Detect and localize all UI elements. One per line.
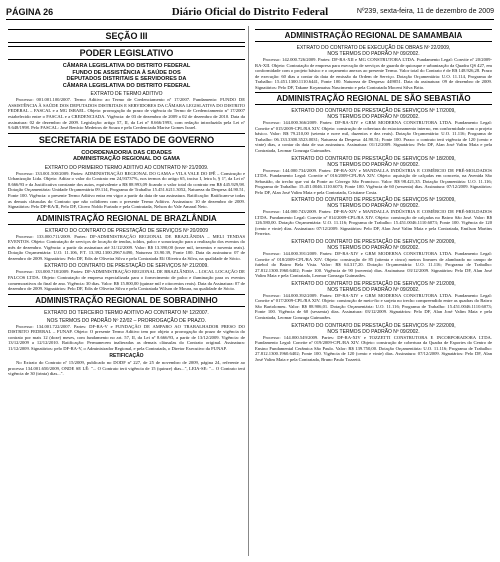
section-title: SEÇÃO III — [8, 29, 245, 43]
seb1-text: Processo: 144.000.366/2009. Partes: DF-RA-XIV e GRM MODERNA CONSTRUTORA LTDA. Fundamento Legal: Convite nº 015/2009-CPL/RA XIV. Objeto: construção de cobertura do estacionamento interno, em conformidade com o projeto básico. Valor: R$ 79.210,00 (setenta e nove mil, duzentos e dez reais). Dotação Orçamentária: U.O. 11.116; Programa de Trabalho: 06.133.3300.3523.0031; Natureza da Despesa: 44.90.51; Fonte 100. Prazo: o contrato terá vigência de 120 (cento e vinte) dias, a contar da data de sua assinatura. Assinatura: 01/12/2009. Signatários: Pelo DF, Alan José Valim Maia e pela Contratada, Leomar Gonzaga Guimarães. — [255, 120, 492, 154]
retification-label: RETIFICAÇÃO — [109, 353, 144, 360]
sob-title-2: NOS TERMOS DO PADRÃO Nº 22/02 – PRORROGAÇÃO DE PRAZO. — [46, 317, 207, 324]
braz2-text: Processo: 133.000.718/2009. Partes: DF-ADMINISTRAÇÃO REGIONAL DE BRAZLÂNDIA – LOCAL LOCAÇÃO DE PALCOS LTDA. Objeto: Contratação de empresa especializada para o fornecimento de palco e iluminação para os eventos comemorativos do final de ano. Vigência: 30 dias. Valor: R$ 15.800,00 (quinze mil e oitocentos reais). Data da Assinatura: 07 de dezembro de 2009. Signatários: Pelo DF, Edis de Oliveira Silva e pela Contratada Wilson de Moura, na qualidade de Sócio. — [8, 269, 245, 292]
secretariat-title: SECRETARIA DE ESTADO DE GOVERNO — [8, 133, 245, 147]
camara-subtitle: CÂMARA LEGISLATIVA DO DISTRITO FEDERAL FUNDO DE ASSISTÊNCIA À SAÚDE DOS DEPUTADOS DISTRITAIS E SERVIDORES DA CÂMARA LEGISLATIVA DO DISTRITO FEDERAL — [62, 63, 191, 89]
gama-subtitle: COORDENADORIA DAS CIDADES ADMINISTRAÇÃO REGIONAL DO GAMA — [72, 149, 181, 163]
seb3-text: Processo: 144.000.743/2009. Partes: DF-RA-XIV e MANDALLA INDÚSTRIA E COMÉRCIO DE PRÉ-MOLDADOS LTDA. Fundamento Legal: Convite nº 014/2009-CPL/RA XIV. Objeto: construção de calçadas no Bairro São José. Valor: R$ 126.580,00. Dotação Orçamentária: U.O. 11.116; Programa de Trabalho: 15.451.0046.1110.6073; Fonte 100. Vigência de 120 (cento e vinte) dias. Assinatura: 07/12/2009. Signatários: Pelo DF, Alan José Valim Maia e pela Contratada, Emilson Martins Ferreira. — [255, 209, 492, 237]
journal-title: Diário Oficial do Distrito Federal — [171, 6, 329, 18]
left-column — [8, 27, 245, 557]
seb6-title: EXTRATO DO CONTRATO DE PRESTAÇÃO DE SERVIÇOS Nº 22/2009, NOS TERMOS DO PADRÃO Nº 09/2002. — [291, 322, 456, 335]
seb2-text: Processo: 144.000.734/2009. Partes: DF-RA-XIV e MANDALLA INDÚSTRIA E COMÉRCIO DE PRÉ-MOLDADOS LTDA. Fundamento Legal: Convite nº 016/2009-CPL/RA XIV. Objeto: aquisição de calçadas em concreto, na Avenida São Sebastião, do trecho que vai da Ponte ao Córrego São Francisco. Valor: R$ 98.421,35. Dotação Orçamentária: U.O. 11.116; Programa de Trabalho: 15.451.0046.1110.6073; Fonte 100. Vigência de 60 (sessenta) dias. Assinatura: 07/12/2009. Signatários: Pelo DF, Alan José Valim Maia e pela Contratada, Cristiane Costa. — [255, 167, 492, 195]
right-column — [255, 27, 492, 557]
braz1-text: Processo: 133.000.711/2009. Partes: DF-ADMINISTRAÇÃO REGIONAL DE BRAZLÂNDIA – MELI TENDAS EVENTOS. Objeto: Contratação de serviços de locação de tendas, toldos, palco e sonorização para a realização dos eventos do mês de dezembro. Vigência: a partir da assinatura até 31/12/2009. Valor: R$ 13.390,00 (treze mil, trezentos e noventa reais). Dotação Orçamentária: U.O. 11.106, P.T. 13.392.1300.2967.6490, Natureza 33.90.39, Fonte 100. Data da assinatura: 07 de dezembro de 2009. Signatários: Pelo DF, Edis de Oliveira Silva e pela Contratada Elí Oliveira da Silva, na qualidade de Sócio. — [8, 233, 245, 261]
power-title: PODER LEGISLATIVO — [8, 46, 245, 60]
braz1-title: EXTRATO DO CONTRATO DE PRESTAÇÃO DE SERVIÇOS Nº 20/2009 — [45, 227, 208, 234]
extract-text: Processo: 001.001.100/2007. Termo Aditivo ao Termo de Credenciamento nº 17/2007. Fundamento: FUNDO DE ASSISTÊNCIA À SAÚDE DOS DEPUTADOS DISTRITAIS E SERVIDORES DA CÂMARA LEGISLATIVA DO DISTRITO FEDERAL – FASCAL e a MG ISRAEL. Objeto: prorrogação do prazo de vigência do Termo de Credenciamento nº 17/2007 estabelecido entre o FASCAL e a CREDENCIADA. Vigência: de 03 de dezembro de 2009 a 02 de dezembro de 2010. Data da assinatura: 02 de dezembro de 2009. Legislação: artigo 57, II, da Lei nº 8.666/1993, com redação introduzida pela Lei nº 9.648/1998. Pelo FASCAL: José Benício Medeiros de Souza e pela Credenciada Marise Gomes Israel. — [8, 97, 245, 131]
sebastiao-title: ADMINISTRAÇÃO REGIONAL DE SÃO SEBASTIÃO — [255, 92, 492, 105]
seb3-title: EXTRATO DO CONTRATO DE PRESTAÇÃO DE SERVIÇOS Nº 19/2009, NOS TERMOS DO PADRÃO Nº 09/2002. — [291, 197, 456, 210]
page-number: PÁGINA 26 — [6, 7, 54, 17]
samambaia-title: ADMINISTRAÇÃO REGIONAL DE SAMAMBAIA — [255, 29, 492, 42]
braz2-title: EXTRATO DO CONTRATO DE PRESTAÇÃO DE SERVIÇOS Nº 21/2009. — [44, 263, 209, 270]
seb5-text: Processo: 144.000.392/2009. Partes: DF-RA-XIV e GRM MODERNA CONSTRUTORA LTDA. Fundamento Legal: Convite nº 017/2009-CPL/RA XIV. Objeto: construção de meio-fio e sarjeta no trecho compreendido entre as quadras do Bairro São Bartolomeu. Valor: R$ 88.906,01. Dotação Orçamentária: U.O. 11.116; Programa de Trabalho: 15.451.0046.1110.6073; Fonte 100. Vigência de 60 (sessenta) dias. Assinatura: 03/12/2009. Signatários: Pelo DF, Alan José Valim Maia e pela Contratada, Leomar Gonzaga Guimarães. — [255, 292, 492, 320]
seb1-title: EXTRATO DO CONTRATO DE PRESTAÇÃO DE SERVIÇOS Nº 17/2009, NOS TERMOS DO PADRÃO Nº 09/2002. — [291, 108, 456, 121]
retification-text: No Extrato do Contrato nº 15/2009, publicado no DODF nº 227, de 25 de novembro de 2009, página 24, referente ao processo 134.001.650/2009, ONDE SE LÊ: "... O Contrato terá vigência de 15 (quinze) dias...", LEIA-SE: "... O Contrato terá vigência de 30 (trinta) dias...". — [8, 360, 245, 377]
sob-title: EXTRATO DO TERCEIRO TERMO ADITIVO AO CONTRATO Nº 12/2007. — [44, 309, 209, 316]
page-header — [6, 6, 494, 20]
sobradinho-title: ADMINISTRAÇÃO REGIONAL DE SOBRADINHO — [8, 294, 245, 307]
gama-extract-title: EXTRATO DO PRIMEIRO TERMO ADITIVO AO CONTRATO Nº 21/2009. — [44, 164, 209, 171]
extract-title: EXTRATO DE TERMO ADITIVO — [90, 91, 163, 98]
sam-title: EXTRATO DO CONTRATO DE EXECUÇÃO DE OBRAS Nº 22/2009, NOS TERMOS DO PADRÃO Nº 09/2002. — [296, 45, 451, 57]
seb6-text: Processo: 144.000.549/2009. Partes: DF-RA-XIV e TOZZETTI CONSTRUTORA E INCORPORADORA LTDA. Fundamento Legal: Convite nº 019/2009-CPL/RA XIV. Objeto: construção de cobertura da Quadra de Esportes do Centro de Ensino Fundamental Cerâmica São Paulo. Valor: R$ 139.750,00. Dotação Orçamentária: U.O. 11.116; Programa de Trabalho: 27.812.1300.1960.6402; Fonte 100. Vigência de 120 (cento e vinte) dias. Assinatura: 07/12/2009. Signatários: Pelo DF, Alan José Valim Maia e pela Contratada, Bruno Paulo Tozzetti. — [255, 334, 492, 362]
issue-info: Nº239, sexta-feira, 11 de dezembro de 2009 — [356, 8, 494, 15]
gama-extract-text: Processo: 133.001.500/2009. Partes: ADMINISTRAÇÃO REGIONAL DO GAMA e VILA VALE DO IPÊ – Construção e Urbanização Ltda. Objeto: Aditar o valor do Contrato em 24,93737%, nos termos do artigo 65, inciso I, letra b, § 1º, da Lei nº 8.666/93 e da Justificativa constante dos autos, equivalente a R$ 88.993,09 ficando o valor total do contrato em R$ 445.929,98. Dotação Orçamentária: Unidade Orçamentária 09.114, Programa de Trabalho 15.451.6211.3052, Natureza da Despesa 44.90.51, Fonte 100. Vigência: o presente Termo Aditivo entra em vigor a partir da data de sua assinatura. Ratificação: Ratificam-se todas as demais cláusulas do Contrato que não colidirem com o presente Termo Aditivo. Assinatura: 10 de dezembro de 2009. Signatários: Pelo DF-RA/II, Pelo DF, Cícero Noldo Furtado e pela Contratada, Nelson do Vale Amaral Neto. — [8, 170, 245, 210]
seb4-text: Processo: 144.000.391/2009. Partes: DF-RA-XIV e GRM MODERNA CONSTRUTORA LTDA. Fundamento Legal: Convite nº 018/2009-CPL/RA XIV. Objeto: construção de 85 (oitenta e cinco) metros lineares de alambrado no campo de futebol do Bairro Bela Vista. Valor: R$ 64.317,20. Dotação Orçamentária: U.O. 11.116; Programa de Trabalho: 27.812.1300.1960.6402; Fonte 100. Vigência de 90 (noventa) dias. Assinatura: 03/12/2009. Signatários: Pelo DF, Alan José Valim Maia e pela Contratada, Leomar Gonzaga Guimarães. — [255, 251, 492, 279]
sob-text: Processo: 134.001.722/2007. Partes: DF-RA-V e FUNDAÇÃO DE AMPARO AO TRABALHADOR PRESO DO DISTRITO FEDERAL – FUNAP. Objeto: O presente Termo Aditivo tem por objeto a prorrogação do prazo de vigência do contrato por mais 12 (doze) meses, com fundamento no art. 57, II, da Lei nº 8.666/93, a partir de 13/12/2009. Vigência: de 13/12/2009 a 12/12/2010. Ratificação: Permanecem inalteradas as demais cláusulas do Contrato original. Assinatura: 11/12/2009. Signatários: pelo DF-RA-V, o Administrador Regional, e pela Contratada, o Diretor Executivo da FUNAP. — [8, 323, 245, 351]
seb4-title: EXTRATO DO CONTRATO DE PRESTAÇÃO DE SERVIÇOS Nº 20/2009, NOS TERMOS DO PADRÃO Nº 09/2002. — [291, 239, 456, 252]
seb5-title: EXTRATO DO CONTRATO DE PRESTAÇÃO DE SERVIÇOS Nº 21/2009, NOS TERMOS DO PADRÃO Nº 09/2002. — [291, 280, 456, 293]
column-divider — [248, 26, 249, 556]
seb2-title: EXTRATO DO CONTRATO DE PRESTAÇÃO DE SERVIÇOS Nº 18/2009, NOS TERMOS DO PADRÃO Nº 09/2002. — [291, 155, 456, 168]
brazlandia-title: ADMINISTRAÇÃO REGIONAL DE BRAZLÂNDIA — [8, 212, 245, 225]
sam-text: Processo: 142.000.726/2009. Partes: DF-RA-XII e MG CONSTRUTORA LTDA. Fundamento Legal: Convite nº 20/2009-RA-XII. Objeto: Contratação de empresa para execução de serviços de guarda de quiosque e urbanização da Quadra QS 427, em conformidade com o projeto básico e o orçamento anexos ao presente Termo. Valor total do Contrato é de R$ 148.926,28. Prazo de execução: 60 dias a contar da data de emissão da Ordem de Serviço. Dotação Orçamentária: U.O. 11.114, Programa de Trabalho: 15.451.1300.1110.6441, Fonte 100. Natureza de Despesa: 449051. Data da assinatura: 09 de dezembro de 2009. Signatários: Pelo DF, Takane Koyamatsu Nascimento e pela Contratada Moceni Silva Brito. — [255, 57, 492, 90]
